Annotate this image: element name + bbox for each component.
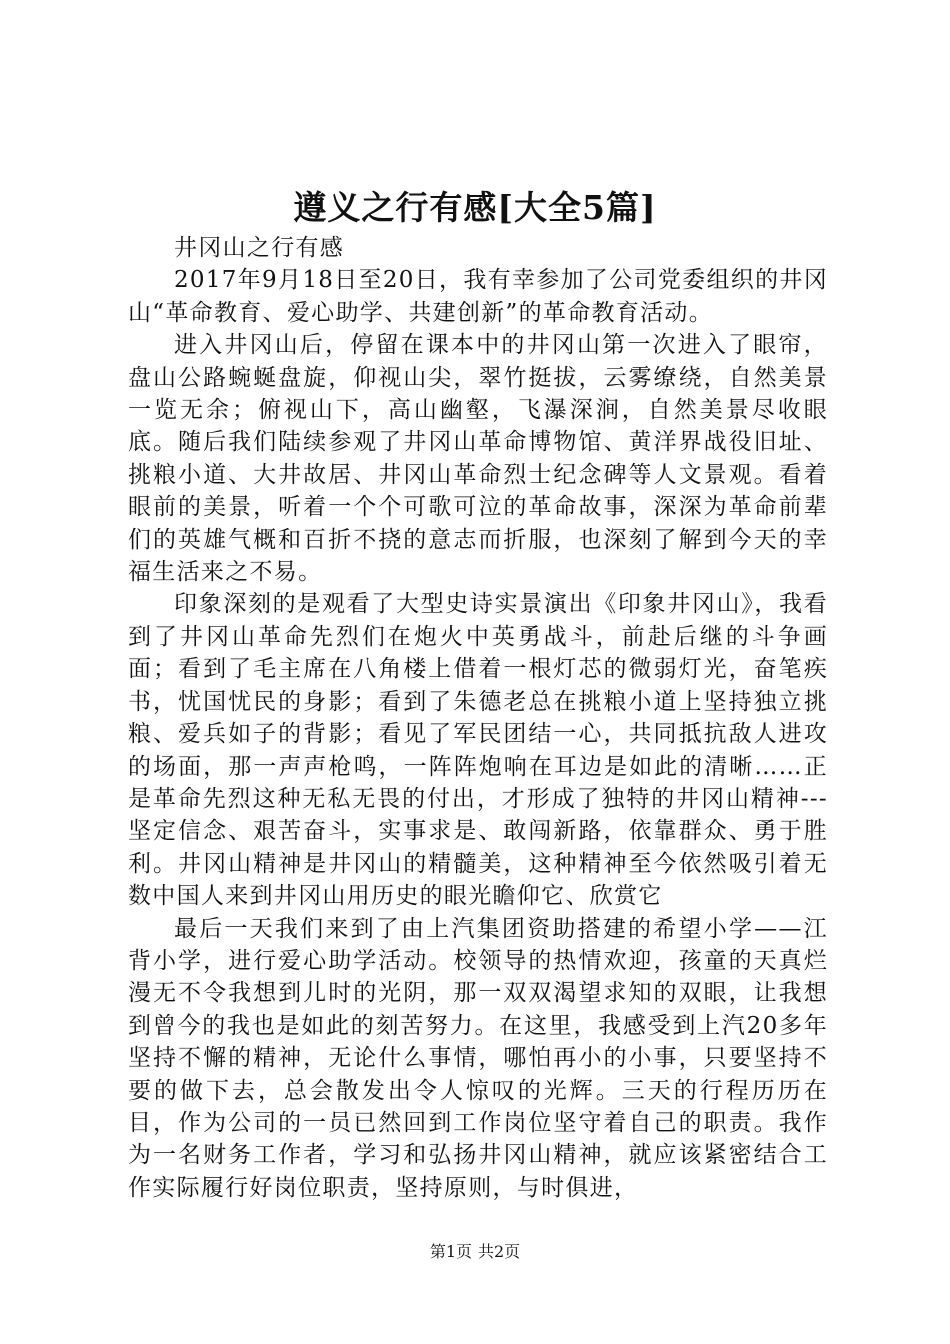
- paragraph: 进入井冈山后，停留在课本中的井冈山第一次进入了眼帘，盘山公路蜿蜒盘旋，仰视山尖，翠竹挺拔，云雾缭绕，自然美景一览无余；俯视山下，高山幽壑，飞瀑深涧，自然美景尽收眼底。随后我们陆续参观了井冈山革命博物馆、黄洋界战役旧址、挑粮小道、大井故居、井冈山革命烈士纪念碑等人文景观。看着眼前的美景，听着一个个可歌可泣的革命故事，深深为革命前辈们的英雄气概和百折不挠的意志而折服，也深刻了解到今天的幸福生活来之不易。: [128, 332, 828, 586]
- paragraph: 最后一天我们来到了由上汽集团资助搭建的希望小学——江背小学，进行爱心助学活动。校领导的热情欢迎，孩童的天真烂漫无不令我想到儿时的光阴，那一双双渴望求知的双眼，让我想到曾今的我也是如此的刻苦努力。在这里，我感受到上汽20多年坚持不懈的精神，无论什么事情，哪怕再小的小事，只要坚持不要的做下去，总会散发出令人惊叹的光辉。三天的行程历历在目，作为公司的一员已然回到工作岗位坚守着自己的职责。我作为一名财务工作者，学习和弘扬井冈山精神，就应该紧密结合工作实际履行好岗位职责，坚持原则，与时俱进，: [128, 915, 828, 1201]
- page-footer: [0, 1240, 950, 1264]
- page-total: 共2页: [478, 1242, 521, 1261]
- document-title: 遵义之行有感[大全5篇]: [293, 188, 657, 227]
- paragraph: 印象深刻的是观看了大型史诗实景演出《印象井冈山》，我看到了井冈山革命先烈们在炮火中英勇战斗，前赴后继的斗争画面；看到了毛主席在八角楼上借着一根灯芯的微弱灯光，奋笔疾书，忧国忧民的身影；看到了朱德老总在挑粮小道上坚持独立挑粮、爱兵如子的背影；看见了军民团结一心，共同抵抗敌人进攻的场面，那一声声枪鸣，一阵阵炮响在耳边是如此的清晰……正是革命先烈这种无私无畏的付出，才形成了独特的井冈山精神---坚定信念、艰苦奋斗，实事求是、敢闯新路，依靠群众、勇于胜利。井冈山精神是井冈山的精髓美，这种精神至今依然吸引着无数中国人来到井冈山用历史的眼光瞻仰它、欣赏它: [128, 591, 828, 910]
- paragraph: 2017年9月18日至20日，我有幸参加了公司党委组织的井冈山“革命教育、爱心助学、共建创新”的革命教育活动。: [128, 267, 828, 326]
- document-body: [128, 232, 828, 1204]
- paragraph-subtitle: 井冈山之行有感: [174, 235, 345, 261]
- page-number: 第1页: [429, 1242, 472, 1261]
